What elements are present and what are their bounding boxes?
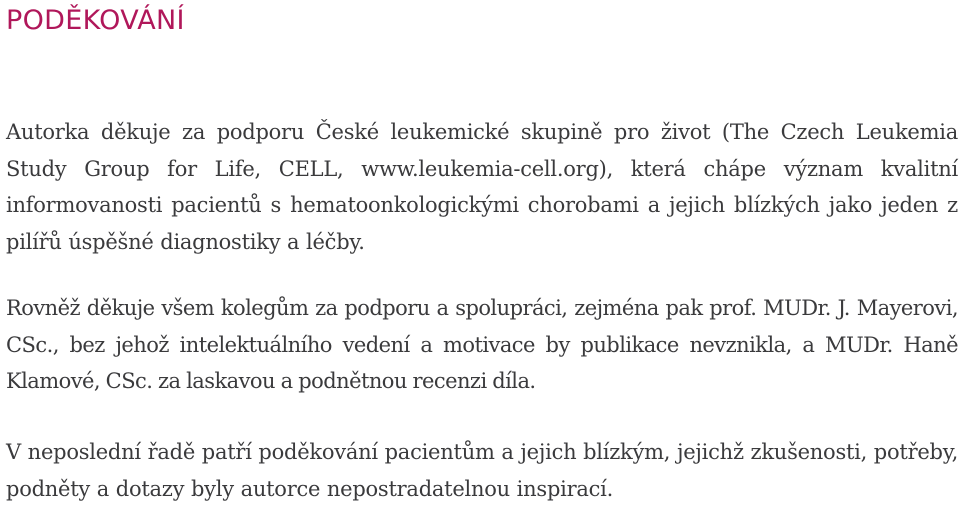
paragraph-patients: V neposlední řadě patří poděkování pacientům a jejich blízkým, jejichž zkušenosti, potřeby, podněty a dotazy byly autorce nepostradatelnou inspirací. xyxy=(6,440,958,501)
page-title: PODĚKOVÁNÍ xyxy=(6,5,185,36)
paragraph-colleagues: Rovněž děkuje všem kolegům za podporu a spolupráci, zejména pak prof. MUDr. J. Mayerovi, CSc., bez jehož intelektuálního vedení a motivace by publikace nevznikla, a MUDr. Haně Klamové, CSc. za laskavou a podnětnou recenzi díla. xyxy=(6,296,958,393)
paragraph-cell-support: Autorka děkuje za podporu České leukemické skupině pro život (The Czech Leukemia Study Group for Life, CELL, www.leukemia-cell.org), která chápe význam kvalitní informovanosti pacientů s hematoonkologickými chorobami a jejich blízkých jako jeden z pilířů úspěšné diagnostiky a léčby. xyxy=(6,120,958,254)
